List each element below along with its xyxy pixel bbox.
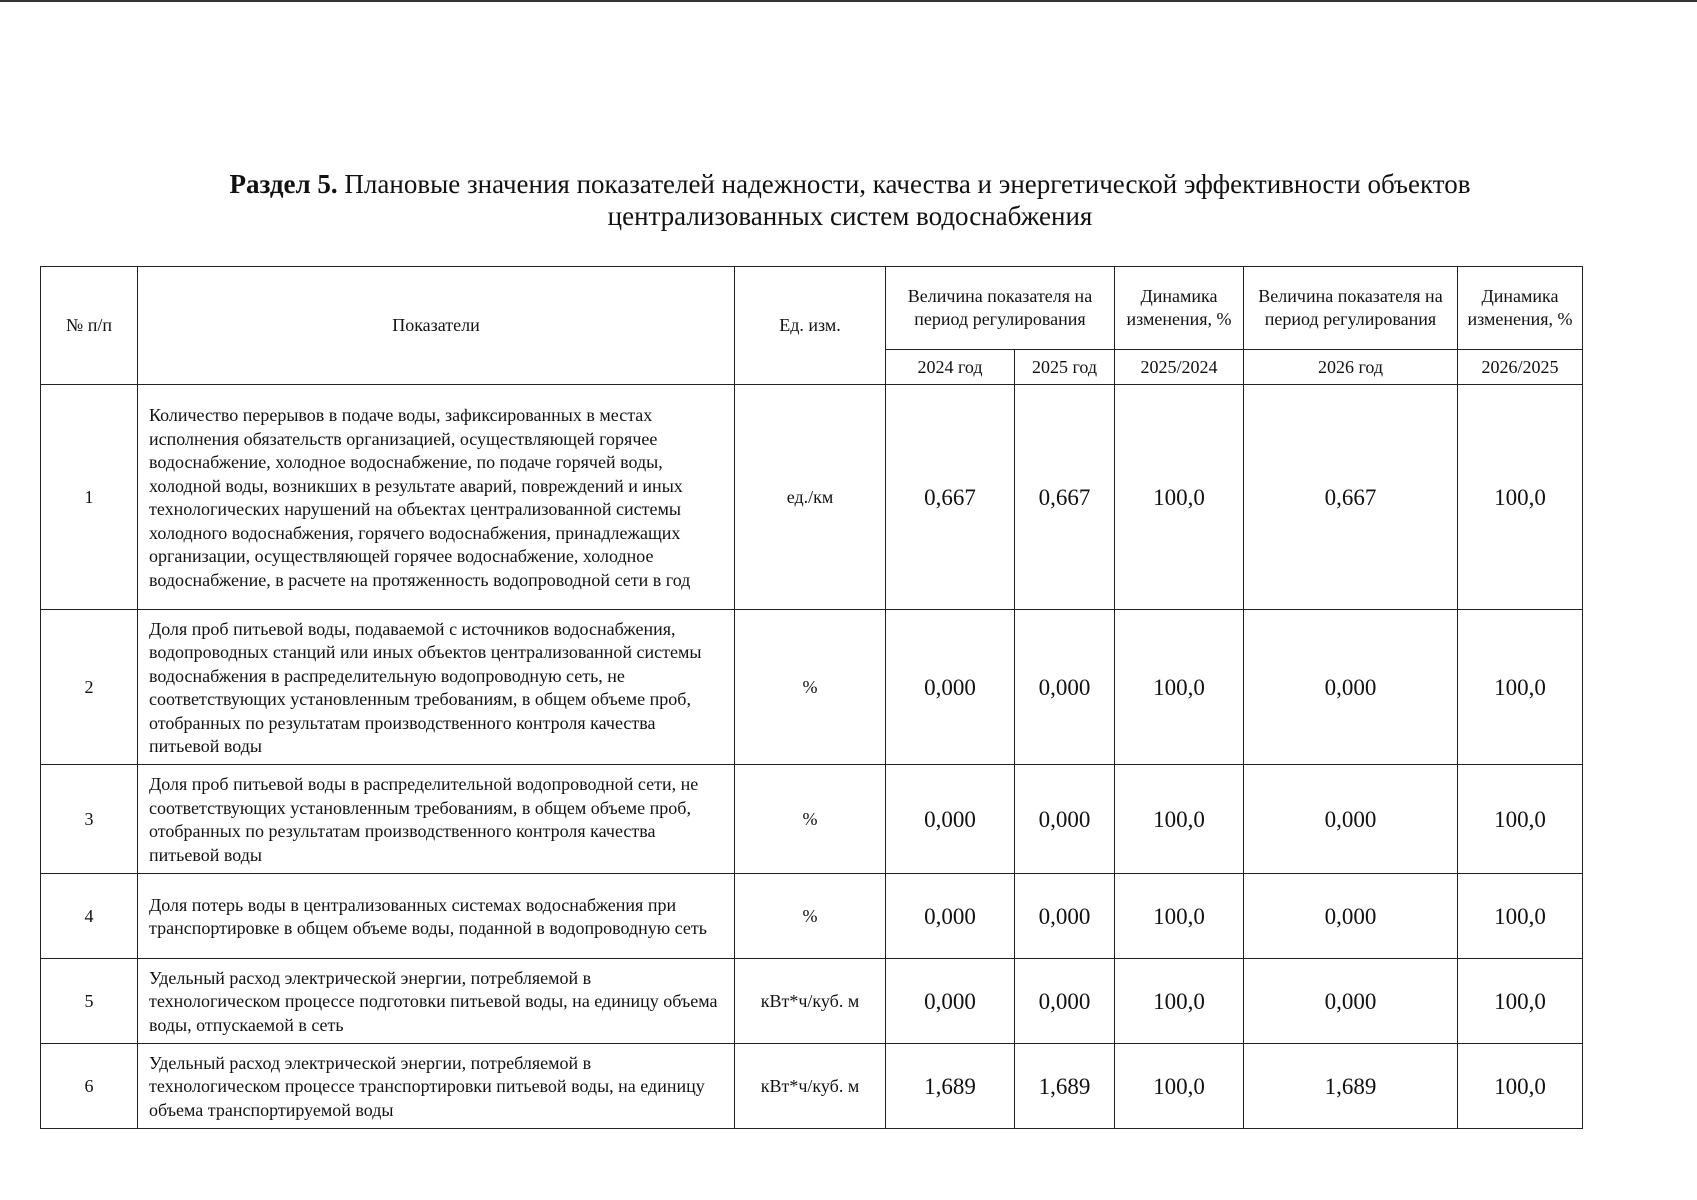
value-2026: 0,000 xyxy=(1244,959,1458,1044)
dynamics-2026-2025: 100,0 xyxy=(1458,959,1583,1044)
value-2024: 0,000 xyxy=(886,959,1015,1044)
dynamics-2025-2024: 100,0 xyxy=(1115,959,1244,1044)
table-row xyxy=(41,385,1583,610)
heading-title-1: Плановые значения показателей надежности, качества и энергетической эффективности объектов xyxy=(344,169,1471,199)
table-row xyxy=(41,610,1583,765)
header-dynamics-1: Динамика изменения, % xyxy=(1115,267,1244,350)
dynamics-2025-2024: 100,0 xyxy=(1115,610,1244,765)
dynamics-2026-2025: 100,0 xyxy=(1458,1044,1583,1129)
value-2026: 1,689 xyxy=(1244,1044,1458,1129)
dynamics-2026-2025: 100,0 xyxy=(1458,610,1583,765)
table-row xyxy=(41,874,1583,959)
row-number: 4 xyxy=(41,874,138,959)
value-2026: 0,667 xyxy=(1244,385,1458,610)
value-2025: 0,667 xyxy=(1015,385,1115,610)
value-2024: 0,000 xyxy=(886,610,1015,765)
header-year-2025: 2025 год xyxy=(1015,350,1115,385)
indicator-name: Доля проб питьевой воды, подаваемой с источников водоснабжения, водопроводных станций или иных объектов централизованной системы водоснабжения в распределительную водопроводную сеть, не соответствующих установленным требованиям, в общем объеме проб, отобранных по результатам производственного контроля качества питьевой воды xyxy=(138,610,735,765)
value-2024: 0,000 xyxy=(886,765,1015,874)
header-value-group-1: Величина показателя на период регулирования xyxy=(886,267,1115,350)
indicator-name: Доля потерь воды в централизованных системах водоснабжения при транспортировке в общем объеме воды, поданной в водопроводную сеть xyxy=(138,874,735,959)
header-dynamics-2: Динамика изменения, % xyxy=(1458,267,1583,350)
table-row xyxy=(41,1044,1583,1129)
heading-line-2: централизованных систем водоснабжения xyxy=(607,201,1093,231)
unit-cell: ед./км xyxy=(735,385,886,610)
header-ratio-2025-2024: 2025/2024 xyxy=(1115,350,1244,385)
section-label: Раздел 5. xyxy=(229,169,338,199)
row-number: 1 xyxy=(41,385,138,610)
header-year-2026: 2026 год xyxy=(1244,350,1458,385)
indicators-table xyxy=(40,266,1583,1129)
section-heading xyxy=(120,168,1580,232)
value-2024: 0,667 xyxy=(886,385,1015,610)
header-year-2024: 2024 год xyxy=(886,350,1015,385)
value-2025: 0,000 xyxy=(1015,874,1115,959)
row-number: 2 xyxy=(41,610,138,765)
unit-cell: % xyxy=(735,874,886,959)
row-number: 3 xyxy=(41,765,138,874)
header-ratio-2026-2025: 2026/2025 xyxy=(1458,350,1583,385)
value-2025: 0,000 xyxy=(1015,959,1115,1044)
indicator-name: Количество перерывов в подаче воды, зафиксированных в местах исполнения обязательств организацией, осуществляющей горячее водоснабжение, холодное водоснабжение, по подаче горячей воды, холодной воды, возникших в результате аварий, повреждений и иных технологических нарушений на объектах централизованной системы холодного водоснабжения, горячего водоснабжения, принадлежащих организации, осуществляющей горячее водоснабжение, холодное водоснабжение, в расчете на протяженность водопроводной сети в год xyxy=(138,385,735,610)
value-2025: 1,689 xyxy=(1015,1044,1115,1129)
header-unit: Ед. изм. xyxy=(735,267,886,385)
header-num: № п/п xyxy=(41,267,138,385)
unit-cell: % xyxy=(735,765,886,874)
value-2026: 0,000 xyxy=(1244,610,1458,765)
dynamics-2025-2024: 100,0 xyxy=(1115,874,1244,959)
heading-line-1 xyxy=(120,168,1580,200)
table-row xyxy=(41,765,1583,874)
value-2026: 0,000 xyxy=(1244,874,1458,959)
dynamics-2025-2024: 100,0 xyxy=(1115,385,1244,610)
value-2025: 0,000 xyxy=(1015,610,1115,765)
table-header xyxy=(41,267,1583,385)
value-2024: 1,689 xyxy=(886,1044,1015,1129)
value-2026: 0,000 xyxy=(1244,765,1458,874)
unit-cell: % xyxy=(735,610,886,765)
dynamics-2026-2025: 100,0 xyxy=(1458,765,1583,874)
unit-cell: кВт*ч/куб. м xyxy=(735,959,886,1044)
row-number: 5 xyxy=(41,959,138,1044)
unit-cell: кВт*ч/куб. м xyxy=(735,1044,886,1129)
table-row xyxy=(41,959,1583,1044)
indicator-name: Удельный расход электрической энергии, потребляемой в технологическом процессе транспортировки питьевой воды, на единицу объема транспортируемой воды xyxy=(138,1044,735,1129)
header-indicator: Показатели xyxy=(138,267,735,385)
dynamics-2026-2025: 100,0 xyxy=(1458,874,1583,959)
dynamics-2025-2024: 100,0 xyxy=(1115,765,1244,874)
dynamics-2025-2024: 100,0 xyxy=(1115,1044,1244,1129)
header-value-group-2: Величина показателя на период регулирования xyxy=(1244,267,1458,350)
indicator-name: Удельный расход электрической энергии, потребляемой в технологическом процессе подготовки питьевой воды, на единицу объема воды, отпускаемой в сеть xyxy=(138,959,735,1044)
top-border-line xyxy=(0,0,1697,2)
table-body xyxy=(41,385,1583,1129)
value-2024: 0,000 xyxy=(886,874,1015,959)
value-2025: 0,000 xyxy=(1015,765,1115,874)
dynamics-2026-2025: 100,0 xyxy=(1458,385,1583,610)
indicator-name: Доля проб питьевой воды в распределительной водопроводной сети, не соответствующих установленным требованиям, в общем объеме проб, отобранных по результатам производственного контроля качества питьевой воды xyxy=(138,765,735,874)
row-number: 6 xyxy=(41,1044,138,1129)
